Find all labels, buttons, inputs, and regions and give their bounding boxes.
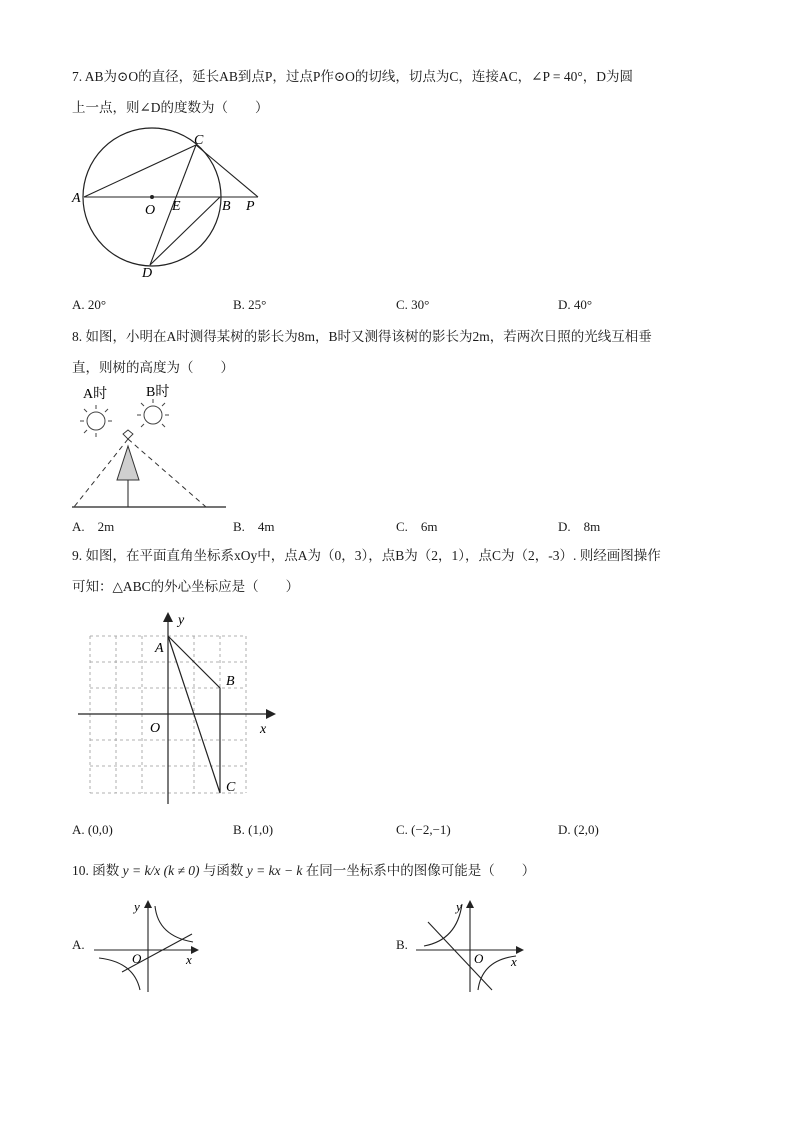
q8-stem-line2: 直，则树的高度为（ ）	[72, 360, 234, 375]
q10a-label-x: x	[186, 952, 192, 967]
q7-center-dot	[150, 195, 154, 199]
q10-option-b-label: B.	[396, 937, 408, 952]
q9-stem-line2: 可知：△ABC的外心坐标应是（ ）	[72, 579, 300, 594]
q9-option-b: B. (1,0)	[233, 822, 274, 837]
q10-function-2: y = kx − k	[246, 863, 303, 878]
q10b-label-y: y	[456, 899, 462, 914]
sun-a-icon	[80, 405, 112, 437]
y-arrow-icon	[144, 900, 152, 908]
q7-circle-figure	[68, 126, 278, 286]
q8-option-b: B. 4m	[233, 519, 275, 534]
q9-label-c: C	[226, 780, 236, 795]
q9-stem-line1: 9. 如图，在平面直角坐标系xOy中，点A为（0，3），点B为（2，1），点C为（2，-3）. 则经画图操作	[72, 548, 661, 563]
q8-ray-b	[128, 439, 206, 507]
q9-option-d: D. (2,0)	[558, 822, 599, 837]
q7-label-e: E	[172, 199, 181, 214]
q9-grid-figure	[72, 606, 282, 806]
sun-b-icon	[137, 399, 169, 427]
q10-graph-a	[92, 896, 200, 994]
q10-stem	[72, 862, 535, 880]
x-arrow-icon	[191, 946, 199, 954]
q10-function-1: y = k/x (k ≠ 0)	[122, 863, 200, 878]
q7-stem-line2: 上一点，则∠D的度数为（ ）	[72, 100, 269, 115]
q7-label-b: B	[222, 199, 231, 214]
q7-label-p: P	[246, 199, 255, 214]
q8-sun-b-label: B时	[146, 385, 170, 400]
tree-icon	[117, 446, 139, 480]
q8-right-angle	[123, 430, 133, 439]
q10b-label-x: x	[511, 954, 517, 969]
q9-option-a: A. (0,0)	[72, 822, 113, 837]
q8-sun-a-label: A时	[83, 387, 108, 402]
q7-option-b: B. 25°	[233, 297, 267, 312]
q7-tangent-cp	[196, 145, 258, 197]
q10-suffix: 在同一坐标系中的图像可能是（ ）	[305, 863, 536, 878]
q8-stem-line1: 8. 如图，小明在A时测得某树的影长为8m，B时又测得该树的影长为2m，若两次日照的光线互相垂	[72, 329, 652, 344]
q7-option-c: C. 30°	[396, 297, 430, 312]
q9-option-c: C. (−2,−1)	[396, 822, 451, 837]
q10-prefix: 10. 函数	[72, 863, 120, 878]
q10b-label-o: O	[474, 951, 484, 966]
x-arrow-icon	[516, 946, 524, 954]
q9-label-y: y	[178, 613, 185, 628]
x-arrow-icon	[266, 709, 276, 719]
q8-option-c: C. 6m	[396, 519, 438, 534]
q8-tree-figure	[68, 380, 233, 512]
q9-label-o: O	[150, 721, 161, 736]
q9-label-a: A	[155, 641, 164, 656]
q8-option-a: A. 2m	[72, 519, 115, 534]
y-arrow-icon	[163, 612, 173, 622]
q10-middle: 与函数	[202, 863, 244, 878]
q7-label-c: C	[194, 133, 204, 148]
q10a-label-o: O	[132, 951, 142, 966]
q8-option-d: D. 8m	[558, 519, 601, 534]
q9-label-x: x	[260, 722, 267, 737]
q7-option-d: D. 40°	[558, 297, 593, 312]
q7-line-db	[150, 197, 220, 265]
q10a-label-y: y	[134, 899, 140, 914]
q10-option-a-label: A.	[72, 937, 85, 952]
q9-label-b: B	[226, 674, 235, 689]
y-arrow-icon	[466, 900, 474, 908]
q7-stem-line1: 7. AB为⊙O的直径，延长AB到点P，过点P作⊙O的切线，切点为C，连接AC，∠P = 40°，D为圆	[72, 69, 633, 84]
q7-label-a: A	[72, 191, 81, 206]
q7-option-a: A. 20°	[72, 297, 107, 312]
q7-label-o: O	[145, 203, 156, 218]
q7-label-d: D	[142, 266, 153, 281]
q10-graph-b	[412, 896, 528, 994]
